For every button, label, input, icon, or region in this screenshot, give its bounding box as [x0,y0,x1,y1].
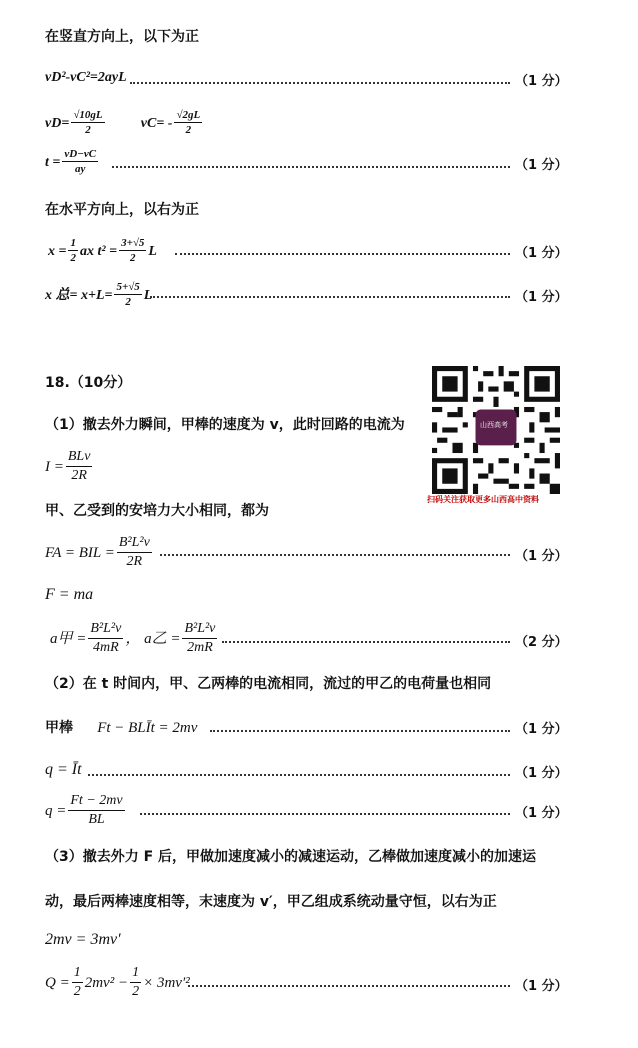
leader-dots [160,554,510,556]
equation-vd-squared: vD²-vC²=2ayL [45,70,127,85]
frac-num: √2gL [176,109,201,121]
q2-fraction [68,792,124,829]
frac-num: Ft − 2mv [68,792,124,811]
leader-dots [150,296,510,298]
leader-dots [188,985,510,987]
leader-dots [112,166,510,168]
frac-num: B²L²v [182,620,217,639]
leader-dots [222,641,510,643]
score-label: （1 分） [515,290,568,305]
heat-mid: 2mv² − [84,975,129,991]
qr-badge-label: 山西高考 [480,421,508,429]
equation-momentum [45,717,197,737]
score-label: （1 分） [515,74,568,89]
frac-den: 2 [73,984,81,999]
frac-den: 2 [85,124,91,136]
equation-ampere-force [45,534,154,571]
q2-lhs: q = [45,803,67,819]
frac-num: 5+√5 [116,281,140,293]
qr-code-image [432,366,560,494]
equation-x-total [45,280,152,309]
qr-caption: 扫码关注获取更多山西高中资料 [427,495,539,504]
score-label: （1 分） [515,766,568,781]
a1-fraction [88,620,123,657]
a2-lhs: ， a乙 = [125,631,181,647]
x-fraction [119,236,146,265]
frac-num: vD−vC [64,148,97,160]
heat-tail: × 3mv′² [143,975,190,991]
momentum-label: 甲棒 [45,720,73,736]
t-fraction [62,147,98,176]
vd-fraction [71,108,104,137]
equation-accelerations [50,620,219,657]
frac-den: 2 [125,296,131,308]
frac-den: 2 [132,984,140,999]
frac-num: 3+√5 [121,237,145,249]
q-lhs: Q = [45,975,70,991]
vertical-direction-text: 在竖直方向上，以下为正 [45,29,199,45]
xtot-lhs: x 总= x+L= [45,288,113,303]
equation-x [48,236,157,265]
equation-t [45,147,100,176]
equation-conservation: 2mv = 3mv′ [45,931,121,948]
momentum-expr: Ft − BLĪt = 2mv [97,720,198,736]
frac-num: B²L²v [117,534,152,553]
leader-dots [88,774,510,776]
a2-fraction [182,620,217,657]
leader-dots [130,82,510,84]
heat-fraction-1 [72,964,83,1001]
equation-newton: F = ma [45,586,94,603]
a1-lhs: a甲 = [50,631,87,647]
frac-den: ay [75,163,86,175]
score-label: （1 分） [515,722,568,737]
equation-heat [45,964,190,1001]
equation-vd-vc [45,108,204,137]
x-mid: ax t² = [79,244,118,259]
frac-num: BLv [66,448,93,467]
equation-current [45,448,94,485]
frac-den: 4mR [93,640,119,655]
score-label: （1 分） [515,806,568,821]
fa-lhs: FA = BIL = [45,545,115,561]
part-1-text: （1）撤去外力瞬间，甲棒的速度为 v，此时回路的电流为 [45,417,405,433]
leader-dots [140,813,510,815]
frac-den: BL [88,812,105,827]
part-3-text-line-1: （3）撤去外力 F 后，甲做加速度减小的减速运动，乙棒做加速度减小的加速运 [45,849,537,865]
frac-den: 2 [70,252,76,264]
t-lhs: t = [45,155,61,170]
equation-charge-solved [45,792,127,829]
x-tail: L [148,244,157,259]
score-label: （2 分） [515,635,568,650]
frac-num: 1 [72,964,83,983]
xtot-fraction [114,280,141,309]
frac-num: B²L²v [88,620,123,639]
vd-lhs: vD= [45,116,70,131]
score-label: （1 分） [515,549,568,564]
frac-den: 2 [185,124,192,136]
leader-dots [210,730,510,732]
part-2-text: （2）在 t 时间内，甲、乙两棒的电流相同，流过的甲乙的电荷量也相同 [45,676,492,692]
current-fraction [66,448,93,485]
heat-fraction-2 [130,964,141,1001]
frac-num: √10gL [73,109,103,121]
frac-num: 1 [130,964,141,983]
x-lhs: x = [48,244,67,259]
frac-den: 2R [71,468,87,483]
equation-charge: q = Īt [45,761,82,778]
score-label: （1 分） [515,246,568,261]
score-label: （1 分） [515,979,568,994]
ampere-force-text: 甲、乙受到的安培力大小相同，都为 [45,503,269,519]
frac-den: 2 [129,252,136,264]
vc-fraction [174,108,202,137]
xtot-tail: L [143,288,153,303]
part-3-text-line-2: 动，最后两棒速度相等，末速度为 v′，甲乙组成系统动量守恒，以右为正 [45,894,497,910]
current-lhs: I = [45,459,64,475]
question-18-title: 18.（10分） [45,375,132,391]
vc-lhs: vC= - [140,116,173,131]
half-fraction [68,236,78,265]
score-label: （1 分） [515,158,568,173]
leader-dots [175,253,510,255]
frac-num: 1 [70,237,76,249]
frac-den: 2R [126,554,143,569]
fa-fraction [117,534,152,571]
horizontal-direction-text: 在水平方向上，以右为正 [45,202,199,218]
frac-den: 2mR [187,640,213,655]
